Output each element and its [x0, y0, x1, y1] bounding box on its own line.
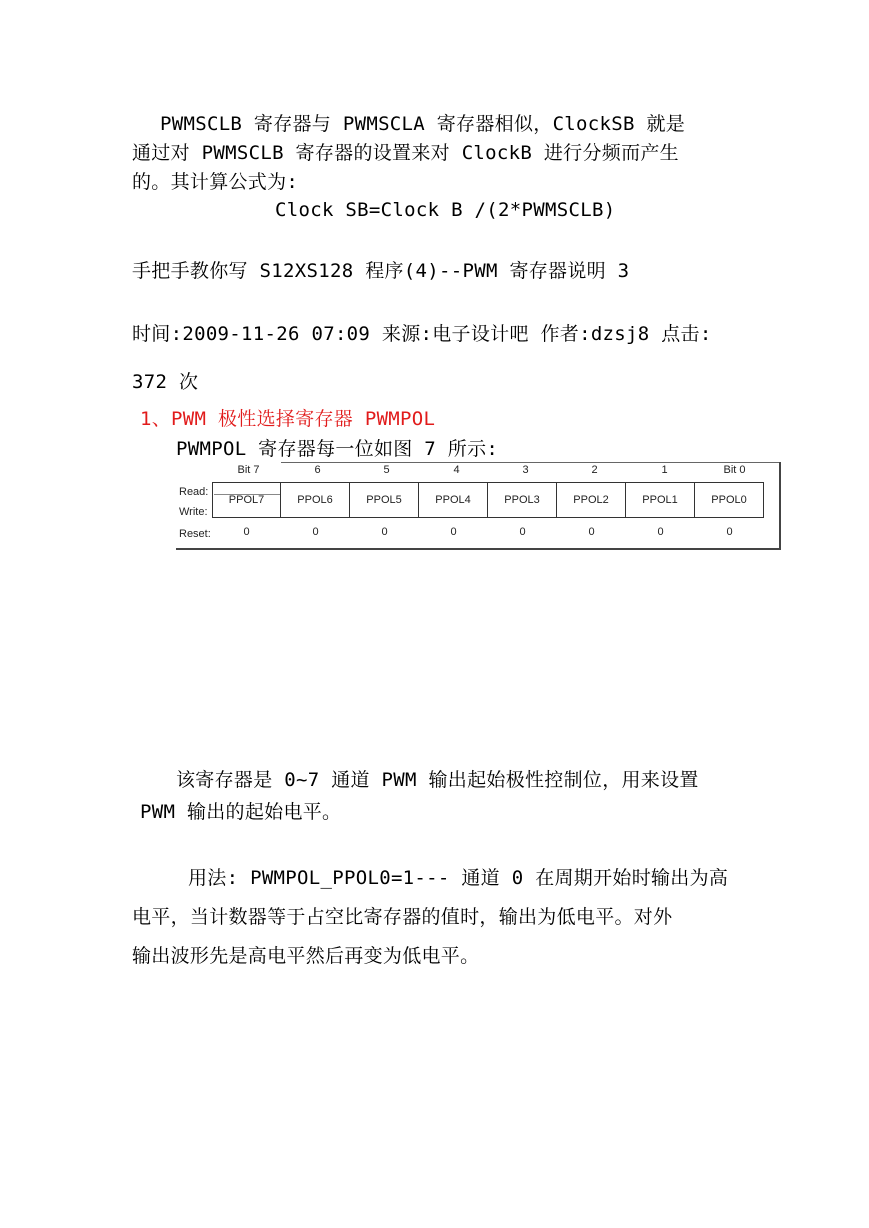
row-label-read: Read:: [179, 486, 209, 498]
row-label-write: Write:: [179, 506, 208, 518]
bit-number: 3: [522, 464, 529, 476]
intro-line-3: 的。其计算公式为:: [132, 171, 299, 193]
bit-number: 1: [661, 464, 668, 476]
article-meta-clicks: 372 次: [132, 371, 199, 393]
reset-value: 0: [312, 526, 319, 538]
row-label-reset: Reset:: [179, 528, 211, 540]
body-para-1-line-2: PWM 输出的起始电平。: [140, 801, 342, 823]
register-right-border: [779, 462, 781, 550]
intro-line-2: 通过对 PWMSCLB 寄存器的设置来对 ClockB 进行分频而产生: [132, 142, 679, 164]
register-bottom-border: [176, 548, 781, 550]
intro-line-1: PWMSCLB 寄存器与 PWMSCLA 寄存器相似，ClockSB 就是: [160, 113, 686, 135]
body-para-2-line-1: 用法: PWMPOL_PPOL0=1--- 通道 0 在周期开始时输出为高: [188, 867, 729, 889]
register-top-border: [281, 462, 781, 463]
article-title: 手把手教你写 S12XS128 程序(4)--PWM 寄存器说明 3: [132, 260, 630, 282]
register-field: PPOL2: [557, 482, 626, 518]
bit-number: 2: [591, 464, 598, 476]
formula: Clock SB=Clock B /(2*PWMSCLB): [275, 199, 616, 221]
reset-value: 0: [243, 526, 250, 538]
register-field: PPOL3: [488, 482, 557, 518]
body-para-1-line-1: 该寄存器是 0~7 通道 PWM 输出起始极性控制位，用来设置: [176, 769, 699, 791]
body-para-2-line-3: 输出波形先是高电平然后再变为低电平。: [132, 945, 480, 967]
register-field: PPOL1: [626, 482, 695, 518]
reset-value: 0: [381, 526, 388, 538]
register-diagram: [174, 462, 781, 550]
body-para-2-line-2: 电平，当计数器等于占空比寄存器的值时，输出为低电平。对外: [132, 906, 673, 928]
register-field: PPOL4: [419, 482, 488, 518]
bit-number: Bit 7: [237, 464, 260, 476]
bit-number: 4: [453, 464, 460, 476]
register-field: PPOL6: [281, 482, 350, 518]
bit-number: 6: [314, 464, 321, 476]
bit-number: 5: [383, 464, 390, 476]
bit-number: Bit 0: [723, 464, 746, 476]
reset-value: 0: [657, 526, 664, 538]
register-field: PPOL7: [212, 482, 281, 518]
register-field: PPOL0: [695, 482, 764, 518]
reset-value: 0: [450, 526, 457, 538]
reset-value: 0: [588, 526, 595, 538]
figure-caption: PWMPOL 寄存器每一位如图 7 所示:: [176, 438, 499, 460]
article-meta: 时间:2009-11-26 07:09 来源:电子设计吧 作者:dzsj8 点击:: [132, 323, 712, 345]
section-heading: 1、PWM 极性选择寄存器 PWMPOL: [140, 408, 436, 430]
reset-value: 0: [519, 526, 526, 538]
register-field: PPOL5: [350, 482, 419, 518]
reset-value: 0: [726, 526, 733, 538]
